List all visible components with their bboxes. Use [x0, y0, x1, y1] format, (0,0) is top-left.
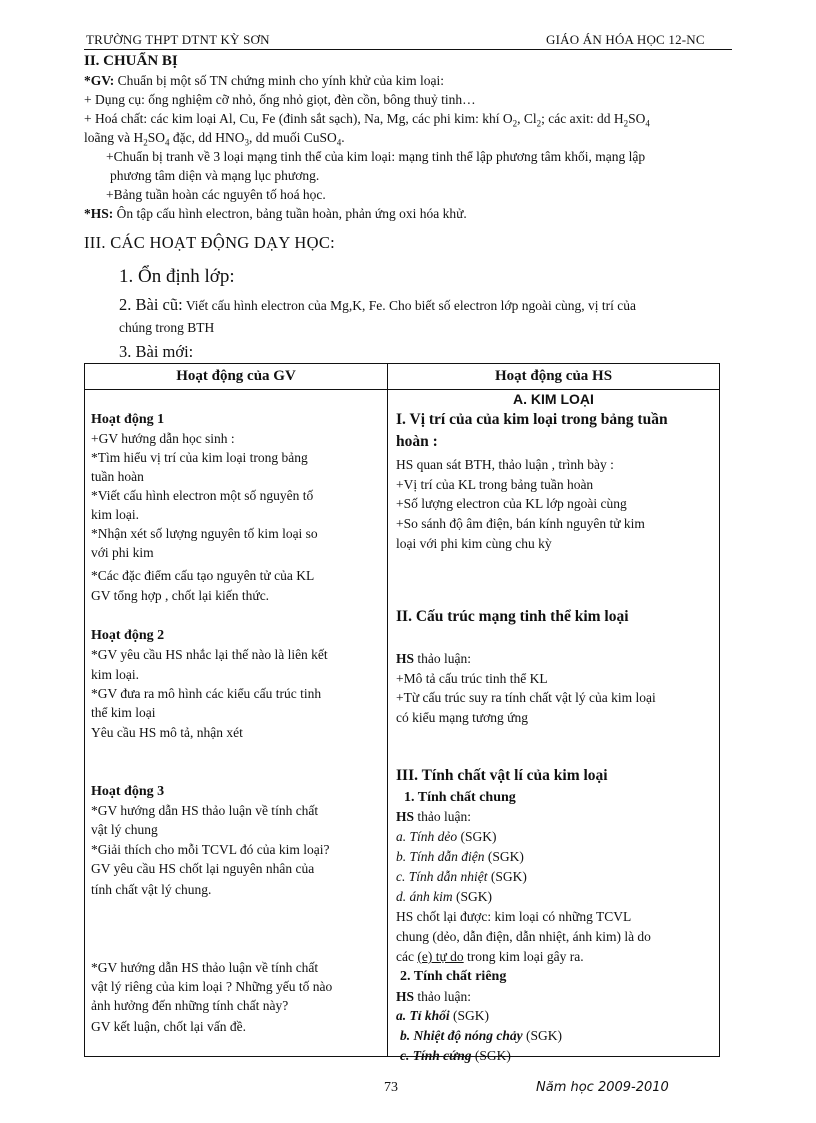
gv-act2-title: Hoạt động 2: [91, 628, 165, 643]
gv-act2-line: *GV yêu cầu HS nhắc lại thế nào là liên kết: [91, 647, 328, 662]
gv-act1-line: với phi kim: [91, 545, 154, 560]
gv-act4-line: ảnh hưởng đến những tính chất này?: [91, 998, 289, 1013]
activity-table: [84, 363, 720, 1063]
gv-act1-title: Hoạt động 1: [91, 412, 165, 427]
hs-s3-line: a. Tính dẻo (SGK): [396, 829, 497, 844]
hs-s3-sub2: 2. Tính chất riêng: [400, 969, 507, 984]
step-old-lesson-cont: chúng trong BTH: [119, 320, 215, 335]
hs-s3-line: b. Tính dẫn điện (SGK): [396, 849, 524, 864]
header-school: TRƯỜNG THPT DTNT KỲ SƠN: [86, 32, 270, 47]
gv-column-header: Hoạt động của GV: [85, 364, 388, 390]
prep-chemicals: + Hoá chất: các kim loại Al, Cu, Fe (đinh sắt sạch), Na, Mg, các phi kim: khí $O_2$, $Cl_2$; các axit: dd $H_2SO_4$ loãng và $H_2SO_4$ đặc, dd $HNO_3$, dd muối CuSO$_4$.: [84, 111, 650, 148]
hs-s4-line: a. Tỉ khối (SGK): [396, 1008, 490, 1023]
gv-act1-line: *Nhận xét số lượng nguyên tố kim loại so: [91, 526, 318, 541]
hs-s3-title: III. Tính chất vật lí của kim loại: [396, 767, 608, 784]
gv-act3-line: *GV hướng dẫn HS thảo luận về tính chất: [91, 803, 319, 818]
hs-s1-line: +So sánh độ âm điện, bán kính nguyên tử kim: [396, 516, 645, 531]
gv-act1-line: *Các đặc điểm cấu tạo nguyên tử của KL: [91, 568, 315, 583]
hs-s3-sub1: 1. Tính chất chung: [404, 790, 516, 805]
hs-column: [388, 390, 720, 1063]
hs-s3-line: HS thảo luận:: [396, 809, 472, 824]
step-new-lesson: 3. Bài mới:: [119, 342, 194, 361]
hs-s4-line: c. Tính cứng (SGK): [400, 1048, 511, 1063]
hs-s1-line: HS quan sát BTH, thảo luận , trình bày :: [396, 457, 614, 472]
hs-s1-title-cont: hoàn :: [396, 433, 438, 450]
gv-act4-line: vật lý riêng của kim loại ? Những yếu tố nào: [91, 979, 333, 994]
gv-column: [85, 390, 388, 1057]
gv-act1-line: GV tổng hợp , chốt lại kiến thức.: [91, 588, 270, 603]
gv-act1-line: tuần hoàn: [91, 469, 144, 484]
gv-act2-line: Yêu cầu HS mô tả, nhận xét: [91, 725, 243, 740]
gv-act4-line: GV kết luận, chốt lại vấn đề.: [91, 1019, 246, 1034]
step-stabilize: 1. Ổn định lớp:: [119, 266, 235, 287]
prep-pictures: +Chuẩn bị tranh về 3 loại mạng tinh thể của kim loại: mạng tinh thể lập phương tâm khối, mạng lập: [106, 149, 646, 164]
prep-pictures-cont: phương tâm diện và mạng lục phương.: [110, 168, 320, 183]
hs-s3-line: d. ánh kim (SGK): [396, 889, 492, 904]
header-rule: [84, 49, 732, 50]
hs-s1-line: +Số lượng electron của KL lớp ngoài cùng: [396, 496, 627, 511]
hs-s1-line: +Vị trí của KL trong bảng tuần hoàn: [396, 477, 594, 492]
prep-hs: *HS: Ôn tập cấu hình electron, bảng tuần hoàn, phản ứng oxi hóa khử.: [84, 206, 467, 221]
gv-act3-line: *Giải thích cho mỗi TCVL đó của kim loại?: [91, 842, 330, 857]
gv-act3-line: GV yêu cầu HS chốt lại nguyên nhân của: [91, 861, 315, 876]
hs-s2-line: +Từ cấu trúc suy ra tính chất vật lý của kim loại: [396, 690, 656, 705]
hs-s2-line: +Mô tả cấu trúc tinh thể KL: [396, 671, 548, 686]
hs-s3-line: c. Tính dẫn nhiệt (SGK): [396, 869, 527, 884]
gv-act2-line: *GV đưa ra mô hình các kiểu cấu trúc tinh: [91, 686, 322, 701]
hs-s3-line: các (e) tự do trong kim loại gây ra.: [396, 949, 584, 964]
gv-act4-line: *GV hướng dẫn HS thảo luận về tính chất: [91, 960, 319, 975]
gv-act2-line: kim loại.: [91, 667, 139, 682]
gv-act1-line: +GV hướng dẫn học sinh :: [91, 431, 235, 446]
prep-gv: *GV: Chuẩn bị một số TN chứng minh cho yính khử của kim loại:: [84, 73, 444, 88]
gv-act3-line: vật lý chung: [91, 822, 158, 837]
prep-periodic-table: +Bảng tuần hoàn các nguyên tố hoá học.: [106, 187, 326, 202]
hs-section-a: A. KIM LOẠI: [513, 391, 594, 407]
gv-act3-title: Hoạt động 3: [91, 784, 165, 799]
gv-act1-line: *Viết cấu hình electron một số nguyên tố: [91, 488, 314, 503]
hs-s3-line: HS chốt lại được: kim loại có những TCVL: [396, 909, 632, 924]
gv-act2-line: thể kim loại: [91, 705, 156, 720]
hs-s1-line: loại với phi kim cùng chu kỳ: [396, 536, 552, 551]
prep-title: II. CHUẨN BỊ: [84, 53, 178, 69]
school-year: Năm học 2009-2010: [536, 1080, 669, 1095]
header-subject: GIÁO ÁN HÓA HỌC 12-NC: [546, 32, 705, 47]
activities-section: [84, 233, 744, 252]
hs-s2-title: II. Cấu trúc mạng tinh thể kim loại: [396, 608, 629, 625]
hs-column-header: Hoạt động của HS: [388, 364, 720, 390]
lesson-steps: [119, 266, 749, 363]
step-old-lesson: 2. Bài cũ: Viết cấu hình electron của Mg,K, Fe. Cho biết số electron lớp ngoài cùng, vị trí của: [119, 295, 637, 314]
hs-s3-line: chung (dẻo, dẫn điện, dẫn nhiệt, ánh kim) là do: [396, 929, 651, 944]
hs-s2-line: có kiểu mạng tương ứng: [396, 710, 529, 725]
hs-s4-line: b. Nhiệt độ nóng chảy (SGK): [400, 1028, 563, 1043]
gv-act1-line: kim loại.: [91, 507, 139, 522]
hs-s2-line: HS thảo luận:: [396, 651, 472, 666]
gv-act1-line: *Tìm hiểu vị trí của kim loại trong bảng: [91, 450, 308, 465]
prep-tools: + Dụng cụ: ống nghiệm cỡ nhỏ, ống nhỏ giọt, đèn cồn, bông thuỷ tinh…: [84, 92, 476, 107]
page-number: 73: [384, 1080, 398, 1095]
activities-title: III. CÁC HOẠT ĐỘNG DẠY HỌC:: [84, 233, 336, 252]
hs-s4-line: HS thảo luận:: [396, 989, 472, 1004]
preparation-section: [84, 52, 744, 223]
hs-s1-title: I. Vị trí của của kim loại trong bảng tuần: [396, 411, 668, 428]
gv-act3-line: tính chất vật lý chung.: [91, 882, 212, 897]
